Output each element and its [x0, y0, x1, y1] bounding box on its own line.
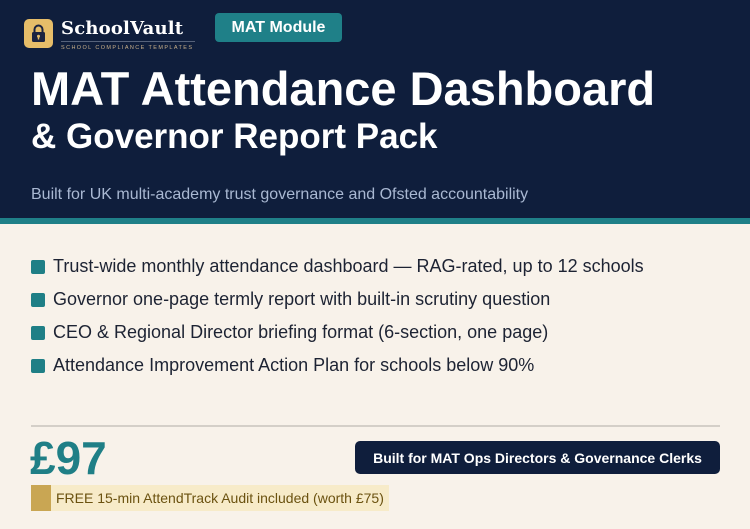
brand-tagline: SCHOOL COMPLIANCE TEMPLATES [61, 41, 195, 51]
square-bullet-icon [31, 260, 45, 274]
list-item [31, 349, 644, 382]
feature-text: Attendance Improvement Action Plan for schools below 90% [53, 355, 535, 375]
page-title: MAT Attendance Dashboard [31, 62, 656, 115]
accent-divider [0, 218, 750, 224]
feature-text: Governor one-page termly report with built-in scrutiny question [53, 289, 551, 309]
module-badge: MAT Module [215, 13, 342, 42]
brand-logo [24, 19, 195, 51]
feature-list [31, 250, 644, 382]
audience-button[interactable]: Built for MAT Ops Directors & Governance Clerks [355, 441, 720, 474]
square-bullet-icon [31, 326, 45, 340]
feature-text: Trust-wide monthly attendance dashboard — RAG-rated, up to 12 schools [53, 256, 644, 276]
bonus-text: FREE 15-min AttendTrack Audit included (worth £75) [51, 485, 389, 511]
padlock-icon [24, 19, 53, 48]
feature-text: CEO & Regional Director briefing format (6-section, one page) [53, 322, 549, 342]
bonus-marker [31, 485, 51, 511]
square-bullet-icon [31, 359, 45, 373]
page-subtitle: Built for UK multi-academy trust governance and Ofsted accountability [31, 186, 529, 203]
section-divider [31, 425, 720, 427]
page-title-line2: & Governor Report Pack [31, 117, 438, 156]
brand-name: SchoolVault [61, 18, 184, 39]
list-item [31, 316, 644, 349]
price-tag: £97 [30, 432, 107, 484]
bonus-offer [31, 485, 389, 511]
list-item [31, 250, 644, 283]
list-item [31, 283, 644, 316]
square-bullet-icon [31, 293, 45, 307]
